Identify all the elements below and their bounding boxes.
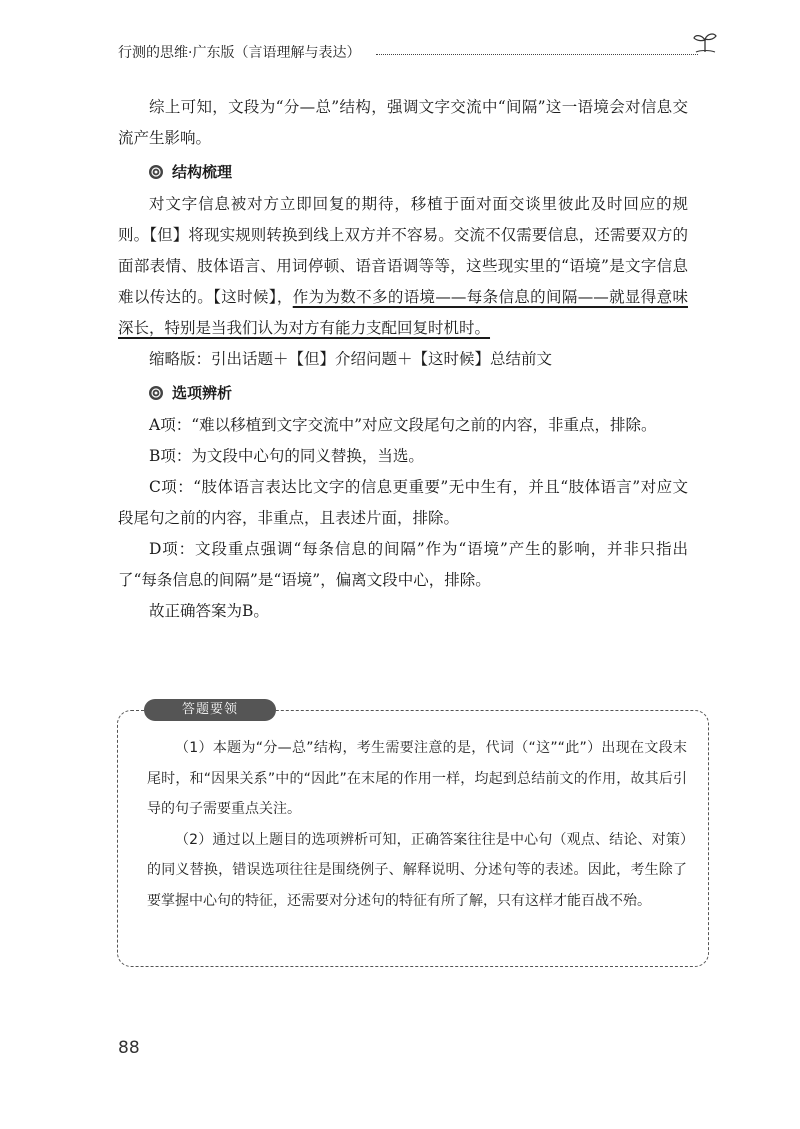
section-marker-icon (148, 385, 164, 401)
structure-heading-text: 结构梳理 (172, 163, 233, 181)
structure-body (118, 189, 688, 344)
structure-heading (148, 156, 688, 187)
tip-badge: 答题要领 (144, 699, 276, 721)
option-d: D项：文段重点强调“每条信息的间隔”作为“语境”产生的影响，并非只指出了“每条信息的间隔”是“语境”，偏离文段中心，排除。 (118, 540, 688, 589)
tip-paragraph-2: （2）通过以上题目的选项辨析可知，正确答案往往是中心句（观点、结论、对策）的同义替换，错误选项往往是围绕例子、解释说明、分述句等的表述。因此，考生除了要掌握中心句的特征，还需要对分述句的特征有所了解，只有这样才能百战不殆。 (147, 831, 687, 909)
page-header (118, 36, 718, 66)
tip-box (117, 702, 709, 967)
answer-line: 故正确答案为B。 (149, 602, 269, 620)
section-marker-icon (148, 164, 164, 180)
structure-body-text: 对文字信息被对方立即回复的期待，移植于面对面交谈里彼此及时回应的规则。【但】将现实规则转换到线上双方并不容易。交流不仅需要信息，还需要双方的面部表情、肢体语言、用词停顿、语音语调等等，这些现实里的“语境”是文字信息难以传达的。【这时候】， (118, 195, 688, 306)
structure-summary: 缩略版：引出话题＋【但】介绍问题＋【这时候】总结前文 (149, 350, 553, 368)
option-a: A项：“难以移植到文字交流中”对应文段尾句之前的内容，非重点，排除。 (149, 416, 657, 434)
page-number: 88 (118, 1038, 140, 1058)
main-content (118, 92, 688, 627)
option-c: C项：“肢体语言表达比文字的信息更重要”无中生有，并且“肢体语言”对应文段尾句之前的内容，非重点，且表述片面，排除。 (118, 478, 688, 527)
sprout-icon (692, 30, 718, 54)
options-heading-text: 选项辨析 (172, 384, 233, 402)
structure-underlined-text: 作为为数不多的语境——每条信息的间隔——就显得意味深长，特别是当我们认为对方有能力支配回复时机时。 (118, 288, 688, 337)
tip-content (147, 733, 687, 916)
header-dotted-line (376, 54, 698, 55)
options-heading (148, 377, 688, 408)
option-b: B项：为文段中心句的同义替换，当选。 (149, 447, 424, 465)
tip-paragraph-1: （1）本题为“分—总”结构，考生需要注意的是，代词（“这”“此”）出现在文段末尾时，和“因果关系”中的“因此”在末尾的作用一样，均起到总结前文的作用，故其后引导的句子需要重点关注。 (147, 740, 687, 817)
header-title: 行测的思维·广东版（言语理解与表达） (118, 45, 361, 61)
intro-paragraph: 综上可知，文段为“分—总”结构，强调文字交流中“间隔”这一语境会对信息交流产生影响。 (118, 98, 688, 147)
